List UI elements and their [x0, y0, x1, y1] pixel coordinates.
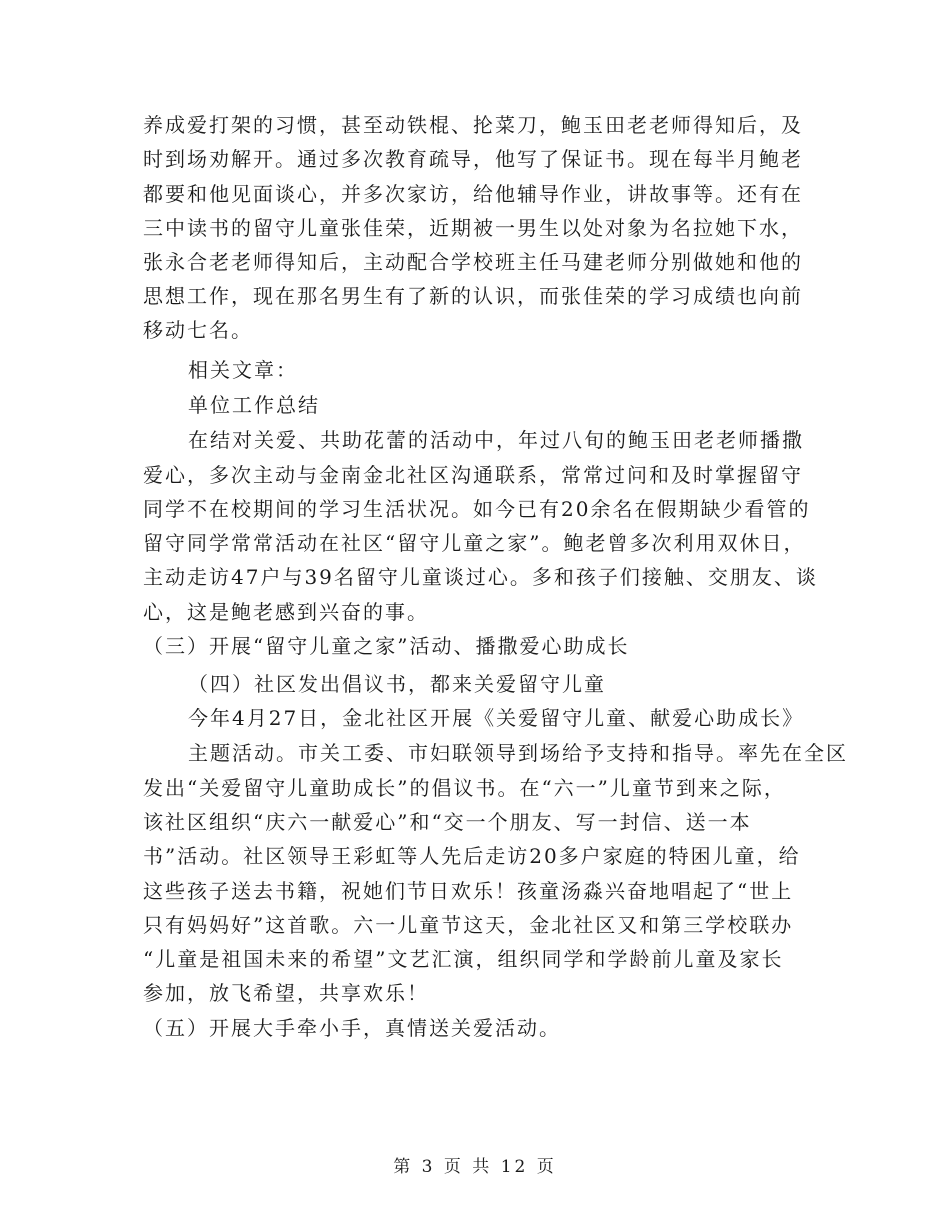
section-heading: 今年4月27日，金北社区开展《关爱留守儿童、献爱心助成长》	[188, 706, 805, 730]
text-line: 留守同学常常活动在社区“留守儿童之家”。鲍老曾多次利用双休日，	[143, 531, 806, 555]
page-footer: 第 3 页 共 12 页	[393, 1157, 557, 1177]
text-line: 该社区组织“庆六一献爱心”和“交一个朋友、写一封信、送一本	[143, 810, 752, 834]
text-line: 养成爱打架的习惯，甚至动铁棍、抡菜刀，鲍玉田老老师得知后，及	[143, 113, 803, 137]
text-line: 同学不在校期间的学习生活状况。如今已有20余名在假期缺少看管的	[143, 497, 811, 521]
text-line: 在结对关爱、共助花蕾的活动中，年过八旬的鲍玉田老老师播撒	[188, 428, 804, 452]
text-line: 发出“关爱留守儿童助成长”的倡议书。在“六一”儿童节到来之际，	[143, 776, 786, 800]
text-line: 三中读书的留守儿童张佳荣，近期被一男生以处对象为名拉她下水，	[143, 216, 803, 240]
related-article-link: 单位工作总结	[188, 393, 320, 417]
section-heading: （四）社区发出倡议书，都来关爱留守儿童	[188, 672, 606, 696]
text-line: 主动走访47户与39名留守儿童谈过心。多和孩子们接触、交朋友、谈	[143, 565, 818, 589]
text-line: 心，这是鲍老感到兴奋的事。	[143, 600, 429, 624]
text-line: （三）开展“留守儿童之家”活动、播撒爱心助成长	[143, 634, 630, 658]
text-line: 书”活动。社区领导王彩虹等人先后走访20多户家庭的特困儿童，给	[143, 844, 801, 868]
text-line: 张永合老老师得知后，主动配合学校班主任马建老师分别做她和他的	[143, 250, 803, 274]
related-articles-label: 相关文章：	[188, 358, 298, 382]
text-line: 主题活动。市关工委、市妇联领导到场给予支持和指导。率先在全区	[188, 741, 848, 765]
text-line: 移动七名。	[143, 318, 253, 342]
text-line: 思想工作，现在那名男生有了新的认识，而张佳荣的学习成绩也向前	[143, 284, 803, 308]
text-line: 只有妈妈好”这首歌。六一儿童节这天，金北社区又和第三学校联办	[143, 913, 794, 937]
text-line: 都要和他见面谈心，并多次家访，给他辅导作业，讲故事等。还有在	[143, 182, 803, 206]
text-line: “儿童是祖国未来的希望”文艺汇演，组织同学和学龄前儿童及家长	[143, 947, 784, 971]
text-line: 这些孩子送去书籍，祝她们节日欢乐！孩童汤淼兴奋地唱起了“世上	[143, 879, 794, 903]
text-line: 参加，放飞希望，共享欢乐！	[143, 981, 429, 1005]
text-line: 爱心，多次主动与金南金北社区沟通联系，常常过问和及时掌握留守	[143, 463, 803, 487]
text-line: （五）开展大手牵小手，真情送关爱活动。	[143, 1016, 561, 1040]
text-line: 时到场劝解开。通过多次教育疏导，他写了保证书。现在每半月鲍老	[143, 147, 803, 171]
